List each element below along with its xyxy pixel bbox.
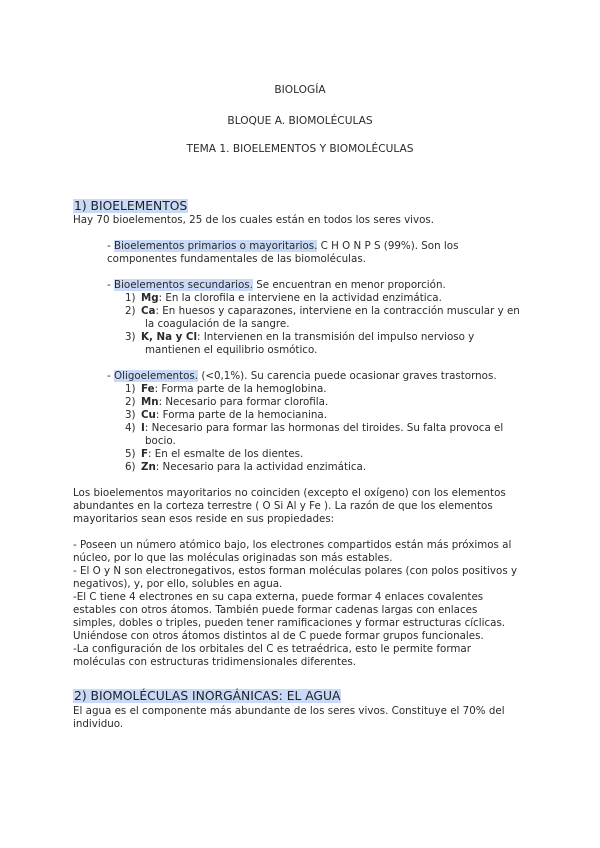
property-line: - El O y N son electronegativos, estos forman moléculas polares (con polos positivos y — [73, 565, 518, 577]
property-line: núcleo, por lo que las moléculas originadas son más estables. — [73, 552, 393, 564]
list-item-continuation: la coagulación de la sangre. — [145, 318, 290, 330]
subject-title: BIOLOGÍA — [274, 84, 326, 96]
paragraph-line: El agua es el componente más abundante de los seres vivos. Constituye el 70% del — [73, 705, 505, 717]
property-line: Uniéndose con otros átomos distintos al de C puede formar grupos funcionales. — [73, 630, 484, 642]
primarios-line2: componentes fundamentales de las biomoléculas. — [107, 253, 366, 265]
secundarios-label: Bioelementos secundarios. — [114, 279, 253, 291]
section2-heading — [73, 689, 341, 704]
oligo-line1 — [107, 370, 497, 383]
dash: - — [107, 370, 114, 382]
topic-title: TEMA 1. BIOELEMENTOS Y BIOMOLÉCULAS — [186, 143, 414, 155]
list-item — [125, 305, 520, 318]
element-symbol: K, Na y Cl — [141, 331, 198, 343]
secundarios-line1 — [107, 279, 446, 292]
list-item — [125, 448, 303, 461]
primarios-line1 — [107, 240, 458, 253]
oligo-rest: (<0,1%). Su carencia puede ocasionar graves trastornos. — [198, 370, 497, 382]
property-line: -El C tiene 4 electrones en su capa externa, puede formar 4 enlaces covalentes — [73, 591, 484, 603]
element-symbol: Mg — [141, 292, 159, 304]
item-number: 4) — [125, 422, 136, 434]
property-line: negativos), y, por ello, solubles en agua. — [73, 578, 283, 590]
element-symbol: Zn — [141, 461, 156, 473]
section1-intro: Hay 70 bioelementos, 25 de los cuales están en todos los seres vivos. — [73, 214, 435, 226]
list-item-continuation: mantienen el equilibrio osmótico. — [145, 344, 318, 356]
dash: - — [107, 279, 114, 291]
property-line: estables con otros átomos. También puede formar cadenas largas con enlaces — [73, 604, 478, 616]
item-number: 2) — [125, 396, 136, 408]
item-number: 1) — [125, 292, 136, 304]
secundarios-rest: Se encuentran en menor proporción. — [252, 279, 446, 291]
item-text: : Necesario para formar las hormonas del tiroides. Su falta provoca el — [144, 422, 504, 434]
element-symbol: Cu — [141, 409, 156, 421]
item-text: : Forma parte de la hemoglobina. — [154, 383, 327, 395]
list-item — [125, 396, 328, 409]
property-line: moléculas con estructuras tridimensionales diferentes. — [73, 656, 357, 668]
dash: - — [107, 240, 114, 252]
property-line: - Poseen un número atómico bajo, los electrones compartidos están más próximos al — [73, 539, 512, 551]
property-line: simples, dobles o triples, pueden tener ramificaciones y formar estructuras cíclicas. — [73, 617, 506, 629]
section2-heading-text: 2) BIOMOLÉCULAS INORGÁNICAS: EL AGUA — [74, 689, 341, 703]
item-number: 3) — [125, 409, 136, 421]
property-line: -La configuración de los orbitales del C es tetraédrica, esto le permite formar — [73, 643, 471, 655]
item-number: 6) — [125, 461, 136, 473]
paragraph-line: mayoritarios sean esos reside en sus propiedades: — [73, 513, 335, 525]
paragraph-line: Los bioelementos mayoritarios no coinciden (excepto el oxígeno) con los elementos — [73, 487, 506, 499]
paragraph-line: abundantes en la corteza terrestre ( O Si Al y Fe ). La razón de que los elementos — [73, 500, 493, 512]
item-number: 2) — [125, 305, 136, 317]
section1-heading — [73, 199, 188, 214]
item-number: 5) — [125, 448, 136, 460]
list-item — [125, 331, 474, 344]
paragraph-line: individuo. — [73, 718, 124, 730]
element-symbol: F — [141, 448, 149, 460]
list-item — [125, 383, 327, 396]
item-number: 1) — [125, 383, 136, 395]
item-text: : En huesos y caparazones, interviene en la contracción muscular y en — [155, 305, 520, 317]
element-symbol: Mn — [141, 396, 159, 408]
item-text: : Necesario para la actividad enzimática. — [155, 461, 367, 473]
element-symbol: I — [141, 422, 145, 434]
list-item — [125, 292, 442, 305]
primarios-label: Bioelementos primarios o mayoritarios. — [114, 240, 318, 252]
block-title: BLOQUE A. BIOMOLÉCULAS — [227, 115, 373, 127]
list-item-continuation: bocio. — [145, 435, 176, 447]
list-item — [125, 409, 327, 422]
list-item — [125, 461, 366, 474]
list-item — [125, 422, 503, 435]
item-text: : En el esmalte de los dientes. — [148, 448, 304, 460]
item-number: 3) — [125, 331, 136, 343]
oligo-label: Oligoelementos. — [114, 370, 199, 382]
item-text: : Forma parte de la hemocianina. — [155, 409, 327, 421]
item-text: : Intervienen en la transmisión del impulso nervioso y — [197, 331, 475, 343]
item-text: : En la clorofila e interviene en la actividad enzimática. — [158, 292, 442, 304]
element-symbol: Ca — [141, 305, 156, 317]
item-text: : Necesario para formar clorofila. — [158, 396, 329, 408]
section1-heading-text: 1) BIOELEMENTOS — [74, 199, 188, 213]
element-symbol: Fe — [141, 383, 155, 395]
primarios-rest: C H O N P S (99%). Son los — [317, 240, 459, 252]
